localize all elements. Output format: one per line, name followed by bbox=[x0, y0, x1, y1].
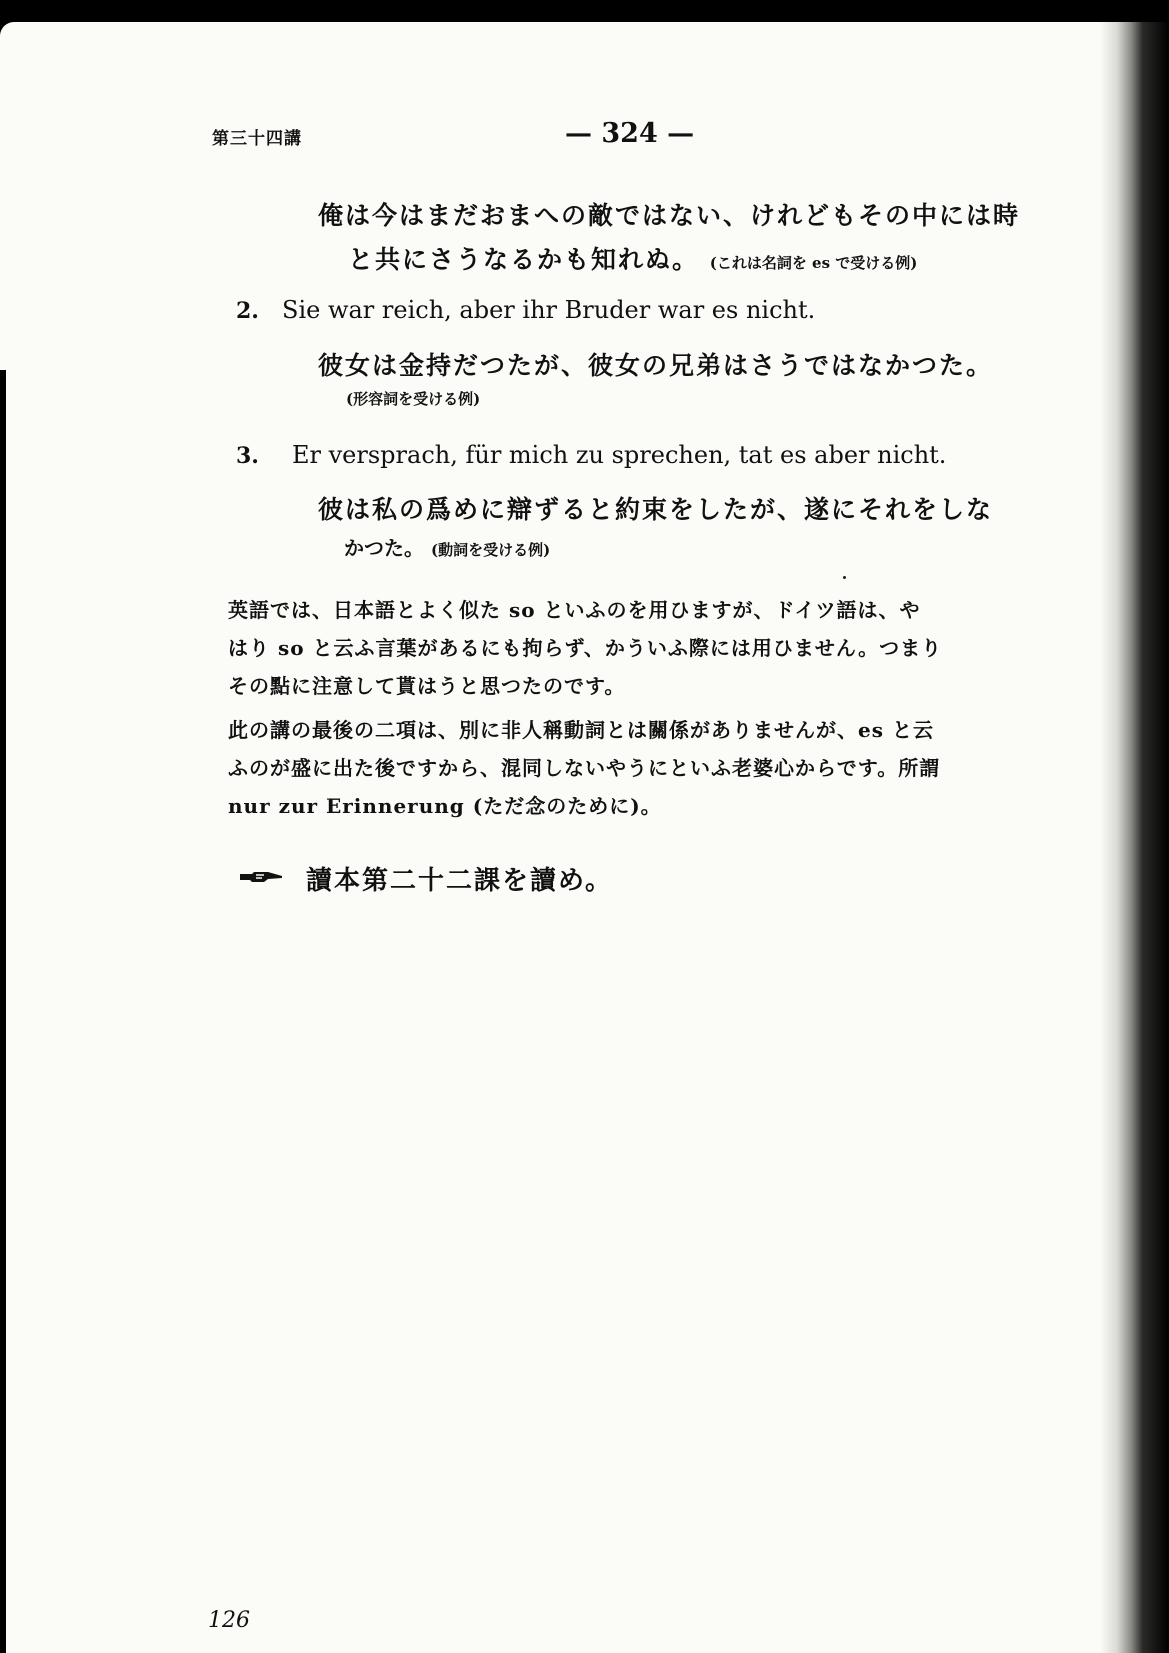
item3-note: (動詞を受ける例) bbox=[430, 541, 551, 559]
paragraph2-line3: nur zur Erinnerung (ただ念のために)。 bbox=[228, 794, 662, 818]
item3-number: 3. bbox=[236, 443, 259, 469]
item2-translation: 彼女は金持だつたが、彼女の兄弟はさうではなかつた。 bbox=[318, 351, 994, 380]
item3-translation-line2-text: かつた。 bbox=[344, 536, 424, 560]
item3-translation-line2 bbox=[344, 532, 550, 561]
block1-note: (これは名詞を es で受ける例) bbox=[709, 254, 918, 272]
speck bbox=[843, 576, 846, 579]
block1-line1: 俺は今はまだおまへの敵ではない、けれどもその中には時 bbox=[318, 201, 1021, 230]
item3-german: Er versprach, für mich zu sprechen, tat es aber nicht. bbox=[292, 441, 947, 469]
page-number: — 324 — bbox=[565, 118, 695, 149]
paragraph1-line1: 英語では、日本語とよく似た so といふのを用ひますが、ドイツ語は、や bbox=[228, 598, 921, 622]
paragraph2-line2: ふのが盛に出た後ですから、混同しないやうにといふ老婆心からです。所謂 bbox=[228, 756, 941, 780]
scan-border bbox=[0, 370, 6, 1653]
paragraph2-line1: 此の講の最後の二項は、別に非人稱動詞とは關係がありませんが、es と云 bbox=[228, 718, 934, 742]
block1-line2 bbox=[348, 240, 917, 276]
item2-note: (形容詞を受ける例) bbox=[346, 390, 481, 408]
chapter-heading: 第三十四講 bbox=[212, 129, 302, 149]
item3-translation-line1: 彼は私の爲めに辯ずると約束をしたが、遂にそれをしな bbox=[318, 495, 994, 524]
folio-number: 126 bbox=[208, 1608, 250, 1633]
item2-german: Sie war reich, aber ihr Bruder war es nicht. bbox=[282, 296, 816, 324]
item2-number: 2. bbox=[236, 298, 259, 324]
paragraph1-line2: はり so と云ふ言葉があるにも拘らず、かういふ際には用ひません。つまり bbox=[228, 636, 943, 660]
block1-line2-text: と共にさうなるかも知れぬ。 bbox=[348, 245, 700, 274]
reading-instruction bbox=[238, 860, 613, 897]
page-edge-shadow bbox=[1100, 22, 1169, 1653]
paragraph1-line3: その點に注意して貰はうと思つたのです。 bbox=[228, 674, 626, 698]
pointing-hand-icon bbox=[238, 869, 284, 885]
reading-instruction-text: 讀本第二十二課を讀め。 bbox=[306, 866, 613, 896]
